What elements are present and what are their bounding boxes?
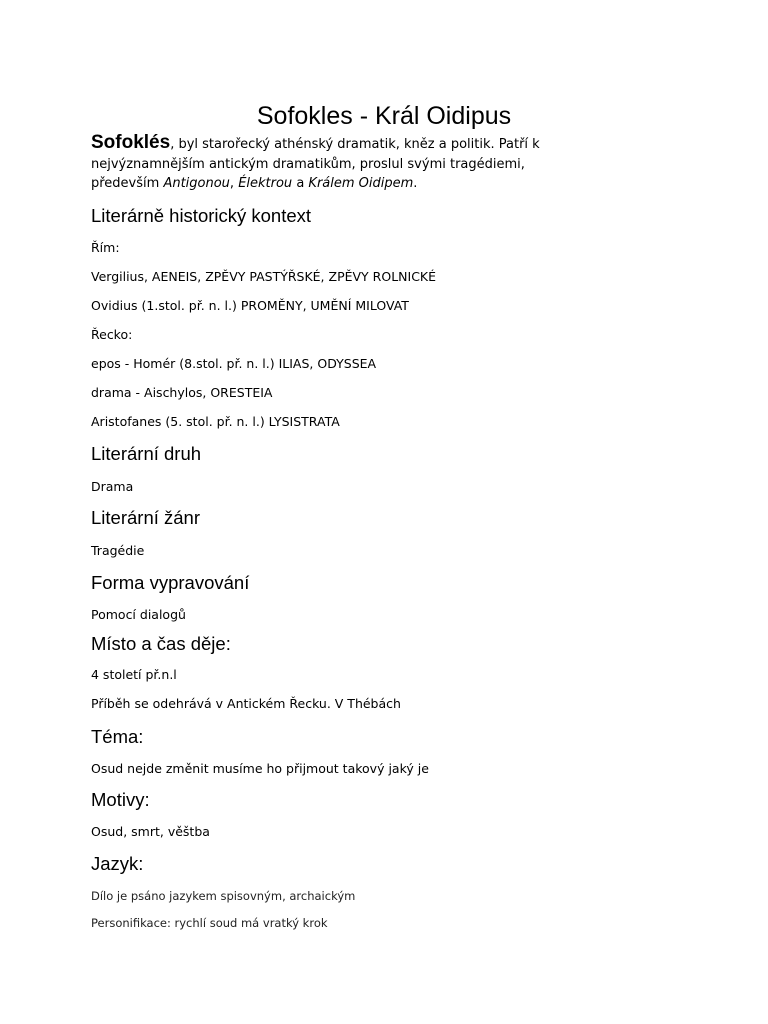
work-antigona: Antigonou bbox=[163, 176, 230, 191]
section-heading: Literární druh bbox=[91, 443, 202, 464]
section-line: Pomocí dialogů bbox=[91, 607, 186, 622]
intro-separator: a bbox=[292, 176, 309, 191]
section-heading: Téma: bbox=[91, 726, 144, 747]
section-line: Tragédie bbox=[91, 543, 145, 558]
work-kral-oidipus: Králem Oidipem bbox=[308, 176, 414, 191]
intro-text: , byl starořecký athénský dramatik, kněz a politik. Patří k nejvýznamnějším antickým dramatikům, proslul svými tragédiemi, především bbox=[91, 137, 540, 191]
section-line: Řecko: bbox=[91, 327, 133, 342]
intro-end: . bbox=[413, 176, 418, 191]
section-line: Dílo je psáno jazykem spisovným, archaickým bbox=[91, 889, 356, 903]
section-line: Drama bbox=[91, 479, 134, 494]
section-heading: Jazyk: bbox=[91, 853, 144, 874]
section-line: 4 století př.n.l bbox=[91, 667, 177, 682]
section-line: Personifikace: rychlí soud má vratký krok bbox=[91, 916, 328, 930]
work-elektra: Élektrou bbox=[238, 176, 293, 191]
section-line: Osud, smrt, věštba bbox=[91, 824, 210, 839]
section-heading: Motivy: bbox=[91, 789, 150, 810]
section-heading: Literární žánr bbox=[91, 507, 200, 528]
document-title: Sofokles - Král Oidipus bbox=[256, 102, 512, 130]
section-heading: Forma vypravování bbox=[91, 572, 250, 593]
section-line: drama - Aischylos, ORESTEIA bbox=[91, 385, 273, 400]
section-line: epos - Homér (8.stol. př. n. l.) ILIAS, ODYSSEA bbox=[91, 356, 377, 371]
section-heading: Literárně historický kontext bbox=[91, 205, 312, 226]
author-name: Sofoklés bbox=[91, 132, 171, 153]
section-line: Řím: bbox=[91, 240, 120, 255]
intro-separator: , bbox=[229, 176, 239, 191]
section-heading: Místo a čas děje: bbox=[91, 633, 231, 654]
section-line: Osud nejde změnit musíme ho přijmout takový jaký je bbox=[91, 761, 429, 776]
section-line: Příběh se odehrává v Antickém Řecku. V Thébách bbox=[91, 696, 401, 711]
section-line: Aristofanes (5. stol. př. n. l.) LYSISTRATA bbox=[91, 414, 340, 429]
section-line: Vergilius, AENEIS, ZPĚVY PASTÝŘSKÉ, ZPĚVY ROLNICKÉ bbox=[91, 269, 437, 284]
intro-paragraph bbox=[91, 133, 561, 194]
section-line: Ovidius (1.stol. př. n. l.) PROMĚNY, UMĚNÍ MILOVAT bbox=[91, 298, 409, 313]
